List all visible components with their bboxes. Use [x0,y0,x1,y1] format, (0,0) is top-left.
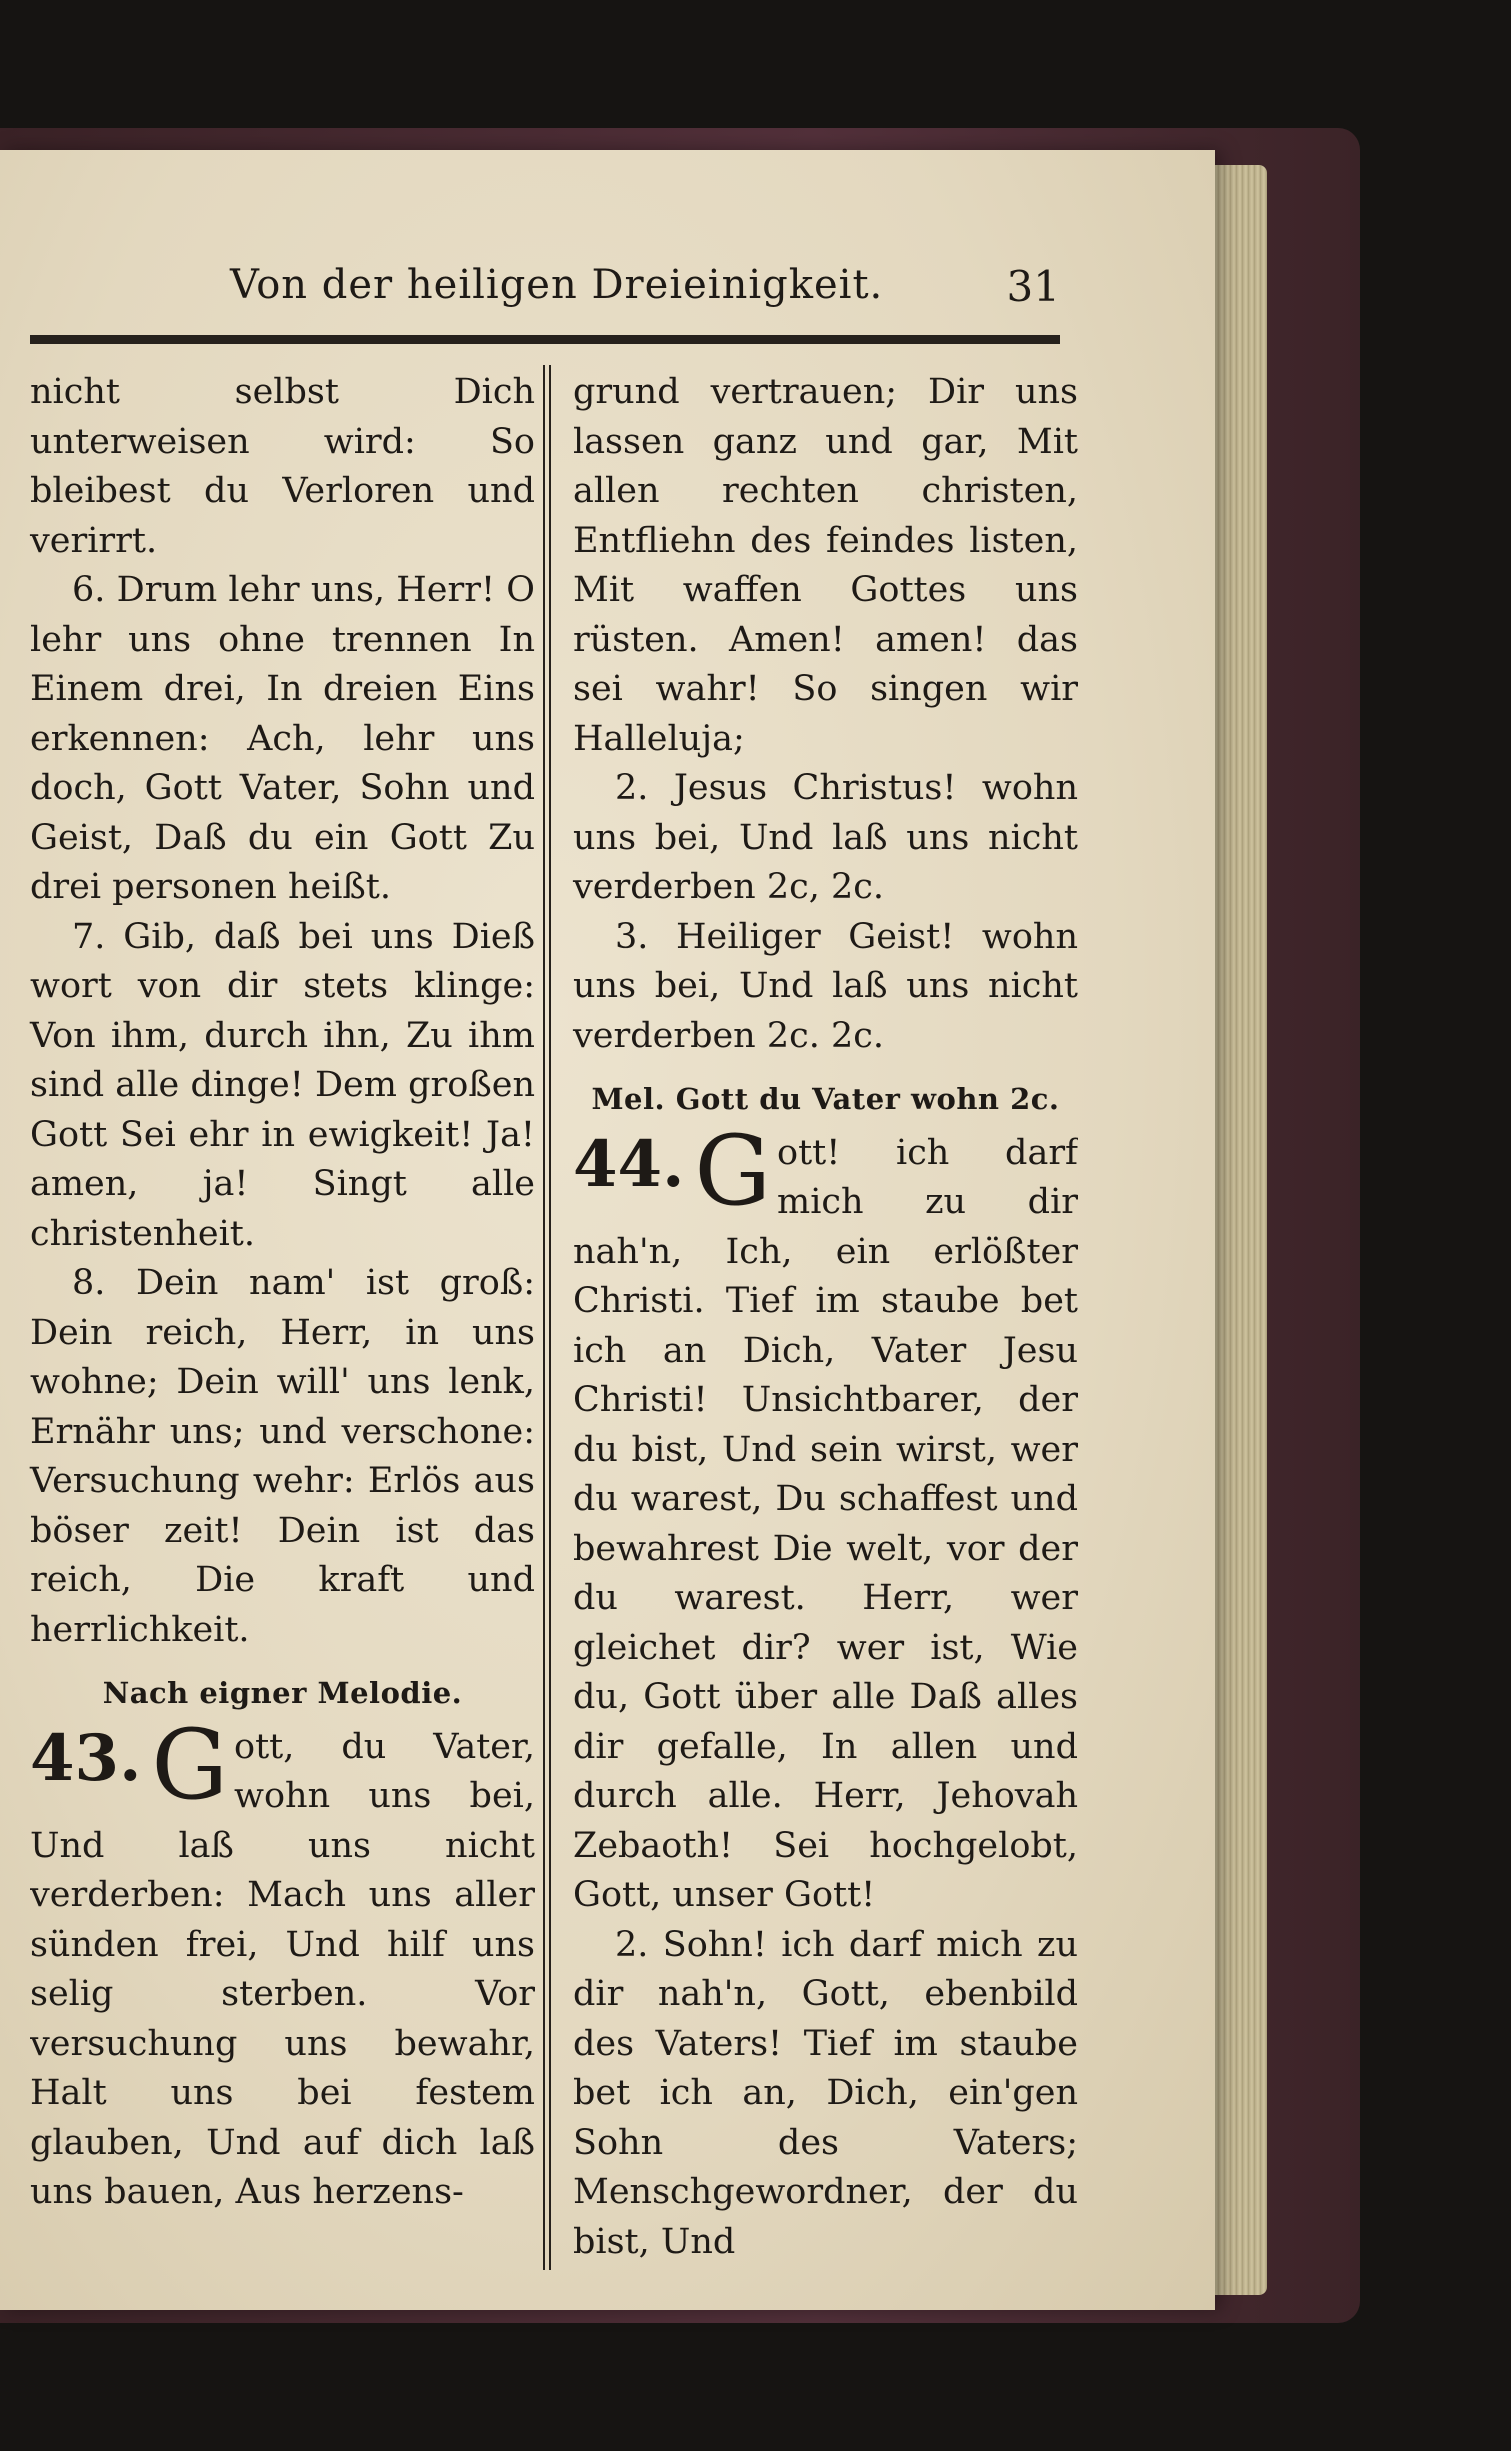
verse-8: 8. Dein nam' ist groß: Dein reich, Herr, in uns wohne; Dein will' uns lenk, Ernähr uns; und verschone: Versuchung wehr: Erlös aus böser zeit! Dein ist das reich, Die kraft und herrlichkeit. [30,1263,535,1650]
page-header [30,262,1060,332]
verse-6: 6. Drum lehr uns, Herr! O lehr uns ohne trennen In Einem drei, In dreien Eins erkennen: Ach, lehr uns doch, Gott Vater, Sohn und Geist, Daß du ein Gott Zu drei personen heißt. [30,570,535,907]
hymn-number: 44. [573,1128,685,1202]
running-title: Von der heiligen Dreieinigkeit. [230,262,884,308]
verse-continuation: nicht selbst Dich unterweisen wird: So bleibest du Verloren und verirrt. [30,372,535,561]
right-column [573,368,1078,2267]
page-number: 31 [1006,262,1060,311]
hymn-text: ott! ich darf mich zu dir nah'n, Ich, ein erlößter Christi. Tief im staube bet ich an Dich, Vater Jesu Christi! Unsichtbarer, der du bist, Und sein wirst, wer du warest, Du schaffest und bewahrest Die welt, vor der du warest. Herr, wer gleichet dir? wer ist, Wie du, Gott über alle Daß alles dir gefalle, In allen und durch alle. Herr, Jehovah Zebaoth! Sei hochgelobt, Gott, unser Gott! [573,1132,1078,1915]
melody-heading: Mel. Gott du Vater wohn 2c. [591,1082,1060,1116]
hymn-43 [30,1723,535,2218]
drop-cap: G [151,1722,229,1821]
drop-cap: G [694,1128,772,1227]
header-rule [30,335,1060,344]
left-column [30,368,535,2218]
verse-7: 7. Gib, daß bei uns Dieß wort von dir stets klinge: Von ihm, durch ihn, Zu ihm sind alle dinge! Dem großen Gott Sei ehr in ewigkeit! Ja! amen, ja! Singt alle christenheit. [30,916,535,1254]
hymn-44 [573,1129,1078,1921]
book-page [0,150,1215,2310]
column-divider [543,365,551,2270]
verse-2: 2. Jesus Christus! wohn uns bei, Und laß uns nicht verderben 2c, 2c. [573,768,1078,907]
hymn-text: ott, du Vater, wohn uns bei, Und laß uns nicht verderben: Mach uns aller sünden frei, Und hilf uns selig sterben. Vor versuchung uns bewahr, Halt uns bei festem glauben, Und auf dich laß uns bauen, Aus herzens- [30,1726,535,2212]
hymn-number: 43. [30,1722,142,1796]
melody-heading: Nach eigner Melodie. [102,1676,463,1710]
verse-continuation: grund vertrauen; Dir uns lassen ganz und gar, Mit allen rechten christen, Entfliehn des feindes listen, Mit waffen Gottes uns rüsten. Amen! amen! das sei wahr! So singen wir Halleluja; [573,372,1078,759]
verse-2: 2. Sohn! ich darf mich zu dir nah'n, Gott, ebenbild des Vaters! Tief im staube bet ich an, Dich, ein'gen Sohn des Vaters; Menschgewordner, der du bist, Und [573,1924,1078,2262]
verse-3: 3. Heiliger Geist! wohn uns bei, Und laß uns nicht verderben 2c. 2c. [573,916,1078,1056]
